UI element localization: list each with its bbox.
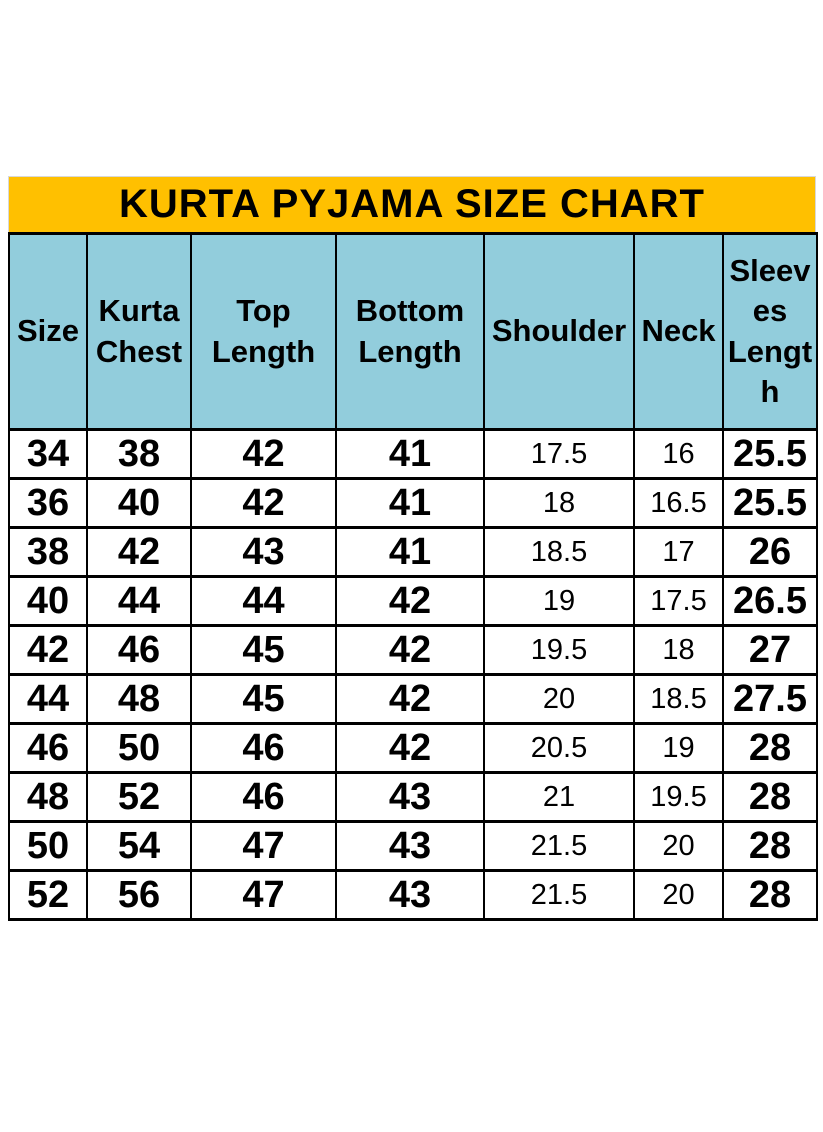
cell-bottom-length: 41	[336, 479, 484, 528]
size-row	[9, 528, 817, 577]
cell-size: 50	[9, 822, 87, 871]
cell-neck: 20	[634, 822, 723, 871]
size-row	[9, 626, 817, 675]
cell-top-length: 47	[191, 871, 336, 920]
column-header-top-length: Top Length	[191, 234, 336, 430]
cell-shoulder: 17.5	[484, 430, 634, 479]
size-row	[9, 773, 817, 822]
size-table-header	[9, 234, 817, 430]
cell-sleeves-length: 25.5	[723, 479, 817, 528]
cell-top-length: 47	[191, 822, 336, 871]
size-chart	[8, 176, 816, 921]
cell-top-length: 46	[191, 724, 336, 773]
cell-kurta-chest: 56	[87, 871, 191, 920]
cell-neck: 16.5	[634, 479, 723, 528]
cell-sleeves-length: 28	[723, 822, 817, 871]
cell-sleeves-length: 28	[723, 773, 817, 822]
column-header-kurta-chest: Kurta Chest	[87, 234, 191, 430]
cell-shoulder: 20	[484, 675, 634, 724]
cell-bottom-length: 42	[336, 675, 484, 724]
cell-kurta-chest: 44	[87, 577, 191, 626]
cell-bottom-length: 43	[336, 871, 484, 920]
cell-size: 42	[9, 626, 87, 675]
cell-kurta-chest: 38	[87, 430, 191, 479]
cell-shoulder: 21	[484, 773, 634, 822]
cell-top-length: 45	[191, 675, 336, 724]
cell-sleeves-length: 27	[723, 626, 817, 675]
cell-size: 52	[9, 871, 87, 920]
size-row	[9, 675, 817, 724]
column-header-size: Size	[9, 234, 87, 430]
cell-top-length: 42	[191, 479, 336, 528]
cell-sleeves-length: 26.5	[723, 577, 817, 626]
cell-sleeves-length: 27.5	[723, 675, 817, 724]
size-row	[9, 479, 817, 528]
cell-bottom-length: 41	[336, 528, 484, 577]
cell-top-length: 46	[191, 773, 336, 822]
cell-size: 38	[9, 528, 87, 577]
cell-neck: 19	[634, 724, 723, 773]
cell-neck: 18.5	[634, 675, 723, 724]
cell-shoulder: 20.5	[484, 724, 634, 773]
cell-kurta-chest: 54	[87, 822, 191, 871]
size-row	[9, 430, 817, 479]
cell-top-length: 44	[191, 577, 336, 626]
cell-sleeves-length: 26	[723, 528, 817, 577]
chart-title: KURTA PYJAMA SIZE CHART	[119, 182, 705, 226]
cell-bottom-length: 42	[336, 724, 484, 773]
column-header-neck: Neck	[634, 234, 723, 430]
cell-bottom-length: 43	[336, 773, 484, 822]
cell-sleeves-length: 25.5	[723, 430, 817, 479]
cell-sleeves-length: 28	[723, 724, 817, 773]
cell-size: 34	[9, 430, 87, 479]
cell-top-length: 45	[191, 626, 336, 675]
header-row	[9, 234, 817, 430]
cell-shoulder: 21.5	[484, 871, 634, 920]
cell-kurta-chest: 48	[87, 675, 191, 724]
column-header-bottom-length: Bottom Length	[336, 234, 484, 430]
cell-kurta-chest: 46	[87, 626, 191, 675]
cell-bottom-length: 42	[336, 577, 484, 626]
cell-top-length: 43	[191, 528, 336, 577]
size-row	[9, 822, 817, 871]
cell-neck: 18	[634, 626, 723, 675]
cell-kurta-chest: 40	[87, 479, 191, 528]
cell-bottom-length: 41	[336, 430, 484, 479]
cell-bottom-length: 43	[336, 822, 484, 871]
cell-size: 46	[9, 724, 87, 773]
cell-bottom-length: 42	[336, 626, 484, 675]
size-row	[9, 871, 817, 920]
cell-size: 44	[9, 675, 87, 724]
cell-neck: 19.5	[634, 773, 723, 822]
cell-neck: 20	[634, 871, 723, 920]
size-row	[9, 577, 817, 626]
column-header-sleeves-length: Sleeves Length	[723, 234, 817, 430]
size-table-body	[9, 430, 817, 920]
cell-kurta-chest: 42	[87, 528, 191, 577]
cell-neck: 17.5	[634, 577, 723, 626]
cell-size: 36	[9, 479, 87, 528]
cell-shoulder: 19.5	[484, 626, 634, 675]
cell-size: 40	[9, 577, 87, 626]
cell-neck: 17	[634, 528, 723, 577]
cell-size: 48	[9, 773, 87, 822]
cell-shoulder: 19	[484, 577, 634, 626]
cell-kurta-chest: 50	[87, 724, 191, 773]
cell-shoulder: 18.5	[484, 528, 634, 577]
cell-neck: 16	[634, 430, 723, 479]
cell-shoulder: 21.5	[484, 822, 634, 871]
cell-top-length: 42	[191, 430, 336, 479]
cell-kurta-chest: 52	[87, 773, 191, 822]
size-row	[9, 724, 817, 773]
cell-shoulder: 18	[484, 479, 634, 528]
cell-sleeves-length: 28	[723, 871, 817, 920]
size-table	[8, 232, 818, 921]
chart-title-bar	[8, 176, 816, 232]
column-header-shoulder: Shoulder	[484, 234, 634, 430]
